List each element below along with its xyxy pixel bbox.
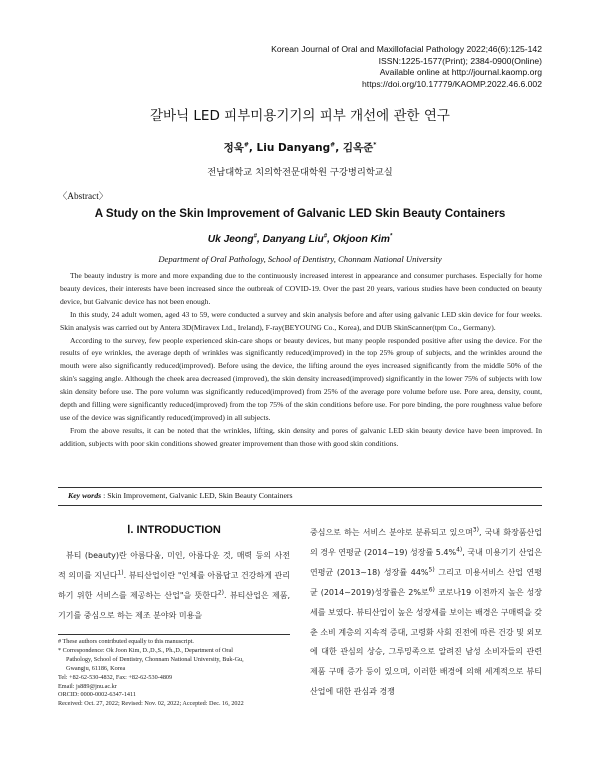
footnote-rule <box>58 634 290 635</box>
journal-info <box>271 44 542 90</box>
english-authors <box>0 234 600 245</box>
keywords <box>68 491 293 500</box>
author-mark: # <box>253 233 257 240</box>
author-mark: # <box>323 233 328 240</box>
footnote-email[interactable]: Email: js889@jnu.ac.kr <box>58 682 117 690</box>
author-name: , Danyang Liu <box>256 234 324 245</box>
author-name: 정욱 <box>223 142 244 154</box>
intro-right-column <box>310 523 542 702</box>
author-name: Uk Jeong <box>207 234 254 245</box>
journal-issn: ISSN:1225-1577(Print); 2384-0900(Online) <box>378 55 542 66</box>
keywords-text: : Skin Improvement, Galvanic LED, Skin Beauty Containers <box>103 491 293 500</box>
keywords-label: Key words <box>68 491 102 500</box>
abstract-paragraph: In this study, 24 adult women, aged 43 to 59, were conducted a survey and skin analysis before and after using galvanic LED skin device for four weeks. Skin analysis was carried out by Antera 3D(Miravex Ltd., Ireland), F-ray(BEYOUNG Co., Korea), and DUB SkinScanner(tpm Co., Germany). <box>60 309 542 332</box>
intro-text: . 뷰티산업은 제품, 기기를 중심으로 하는 제조 분야와 미용을 <box>58 590 290 620</box>
abstract-label: 〈Abstract〉 <box>58 192 109 202</box>
korean-title: 갈바닉 LED 피부미용기기의 피부 개선에 관한 연구 <box>150 108 450 124</box>
intro-text: , 국내 화장품산업의 경우 연평균 (2014~19) 성장률 5.4% <box>310 528 542 557</box>
citation-mark: 3) <box>472 526 479 534</box>
author-mark: * <box>373 141 377 149</box>
author-name: , Liu Danyang <box>248 142 331 154</box>
footnote-line: Gwangju, 61186, Korea <box>66 664 126 672</box>
author-mark: * <box>389 233 393 240</box>
footnote-line: # These authors contributed equally to this manuscript. <box>58 638 194 645</box>
intro-left-column <box>58 546 290 626</box>
author-name: , 김옥준 <box>335 142 374 154</box>
keywords-rule-top <box>58 487 542 488</box>
citation-mark: 6) <box>428 586 435 594</box>
keywords-rule-bottom <box>58 505 542 506</box>
author-name: , Okjoon Kim <box>327 234 390 245</box>
footnote-line: Received: Oct. 27, 2022; Revised: Nov. 02, 2022; Accepted: Dec. 16, 2022 <box>58 700 244 708</box>
intro-text: 그리고 미용서비스 산업 연평균 (2014~2019)성장률은 2%로 <box>310 567 542 597</box>
intro-paragraph <box>310 523 542 702</box>
footnotes <box>58 638 294 709</box>
abstract-paragraph: The beauty industry is more and more expanding due to the continuously increased interest in appearance and consumer purchases. Especially for home beauty devices, their interests have been increased since the outbreak of COVID-19. Over the past 20 years, various studies have been conducted on beauty device, but Galvanic device has not been enough. <box>60 271 542 306</box>
abstract-paragraph: According to the survey, few people experienced skin-care shops or beauty devices, but many people responded positive after using the device. For the results of eye wrinkles, the average depth of wrinkles was significantly reduced(improved) in the top 25% group of subjects, and the wrinkles around the mouth were also significantly reduced(improved). Before using the device, the lifting around the eyes increased significantly from the middle 50% of the skin's sagging angle. Although the cheek area decreased (improved), the skin density increased(improved) significantly in the lower 75% of subjects with low skin density before use. The pore volumn was significantly reduced(improved) from 25% of the average pore volume before use. Pore area, density, count, depth and filling were significantly reduced(improved) from the top 75% of the skin conditions before use. For pore binding, the pore roughness value before use of the device was significantly reduced(improved) in all subjects. <box>60 335 542 422</box>
footnote-line: ORCID: 0000-0002-6347-1411 <box>58 691 136 699</box>
abstract-body <box>60 270 542 451</box>
korean-affiliation: 전남대학교 치의학전문대학원 구강병리학교실 <box>207 167 393 178</box>
citation-mark: 2) <box>217 589 224 597</box>
abstract-paragraph: From the above results, it can be noted that the wrinkles, lifting, skin density and pores of galvanic LED skin beauty device have been improved. In addition, subjects with poor skin conditions showed greater improvement than those with good skin conditions. <box>60 425 542 448</box>
footnote-line: * Correspondence: Ok Joon Kim, D.,D.,S., Ph.,D., Department of Oral <box>58 646 233 654</box>
author-mark: # <box>330 141 336 149</box>
journal-citation: Korean Journal of Oral and Maxillofacial Pathology 2022;46(6):125-142 <box>271 44 542 54</box>
citation-mark: 5) <box>428 566 435 574</box>
intro-paragraph <box>58 546 290 626</box>
citation-mark: 1) <box>117 569 124 577</box>
intro-text: 코로나19 이전까지 높은 성장세를 보였다. 뷰티산업이 높은 성장세를 보이는 배경은 구매력을 갖춘 소비 계층의 지속적 증대, 고령화 사회 진전에 따른 건강 및 외모에 대한 관심의 상승, 그루밍족으로 알려진 남성 소비자들의 관련 제품 구매 증가 등이 있으며, 이러한 배경에 의해 세계적으로 뷰티산업에 대한 관심과 경쟁 <box>310 587 543 697</box>
english-title: A Study on the Skin Improvement of Galvanic LED Skin Beauty Containers <box>94 207 506 220</box>
journal-url[interactable]: Available online at http://journal.kaomp.org <box>379 67 542 78</box>
korean-authors <box>0 140 600 155</box>
intro-text: 뷰티 (beauty)란 아름다움, 미인, 아름다운 것, 매력 등의 사전적 의미를 지닌다 <box>58 551 290 580</box>
section-heading: Ⅰ. INTRODUCTION <box>127 524 221 536</box>
footnote-line: Pathology, School of Dentistry, Chonnam National University, Buk-Gu, <box>66 655 244 663</box>
english-affiliation: Department of Oral Pathology, School of Dentistry, Chonnam National University <box>158 254 442 264</box>
intro-text: 중심으로 하는 서비스 분야로 분류되고 있으며 <box>310 528 473 537</box>
journal-doi[interactable]: https://doi.org/10.17779/KAOMP.2022.46.6.002 <box>362 78 542 89</box>
author-mark: # <box>243 141 249 149</box>
intro-text: . 뷰티산업이란 "인체를 아름답고 건강하게 관리하기 위한 서비스를 제공하는 산업"을 뜻한다 <box>58 570 290 600</box>
intro-text: , 국내 미용기기 산업은 연평균 (2013~18) 성장률 44% <box>310 547 542 577</box>
footnote-line: Tel: +82-62-530-4832, Fax: +82-62-530-4809 <box>58 673 173 681</box>
citation-mark: 4) <box>456 546 463 554</box>
